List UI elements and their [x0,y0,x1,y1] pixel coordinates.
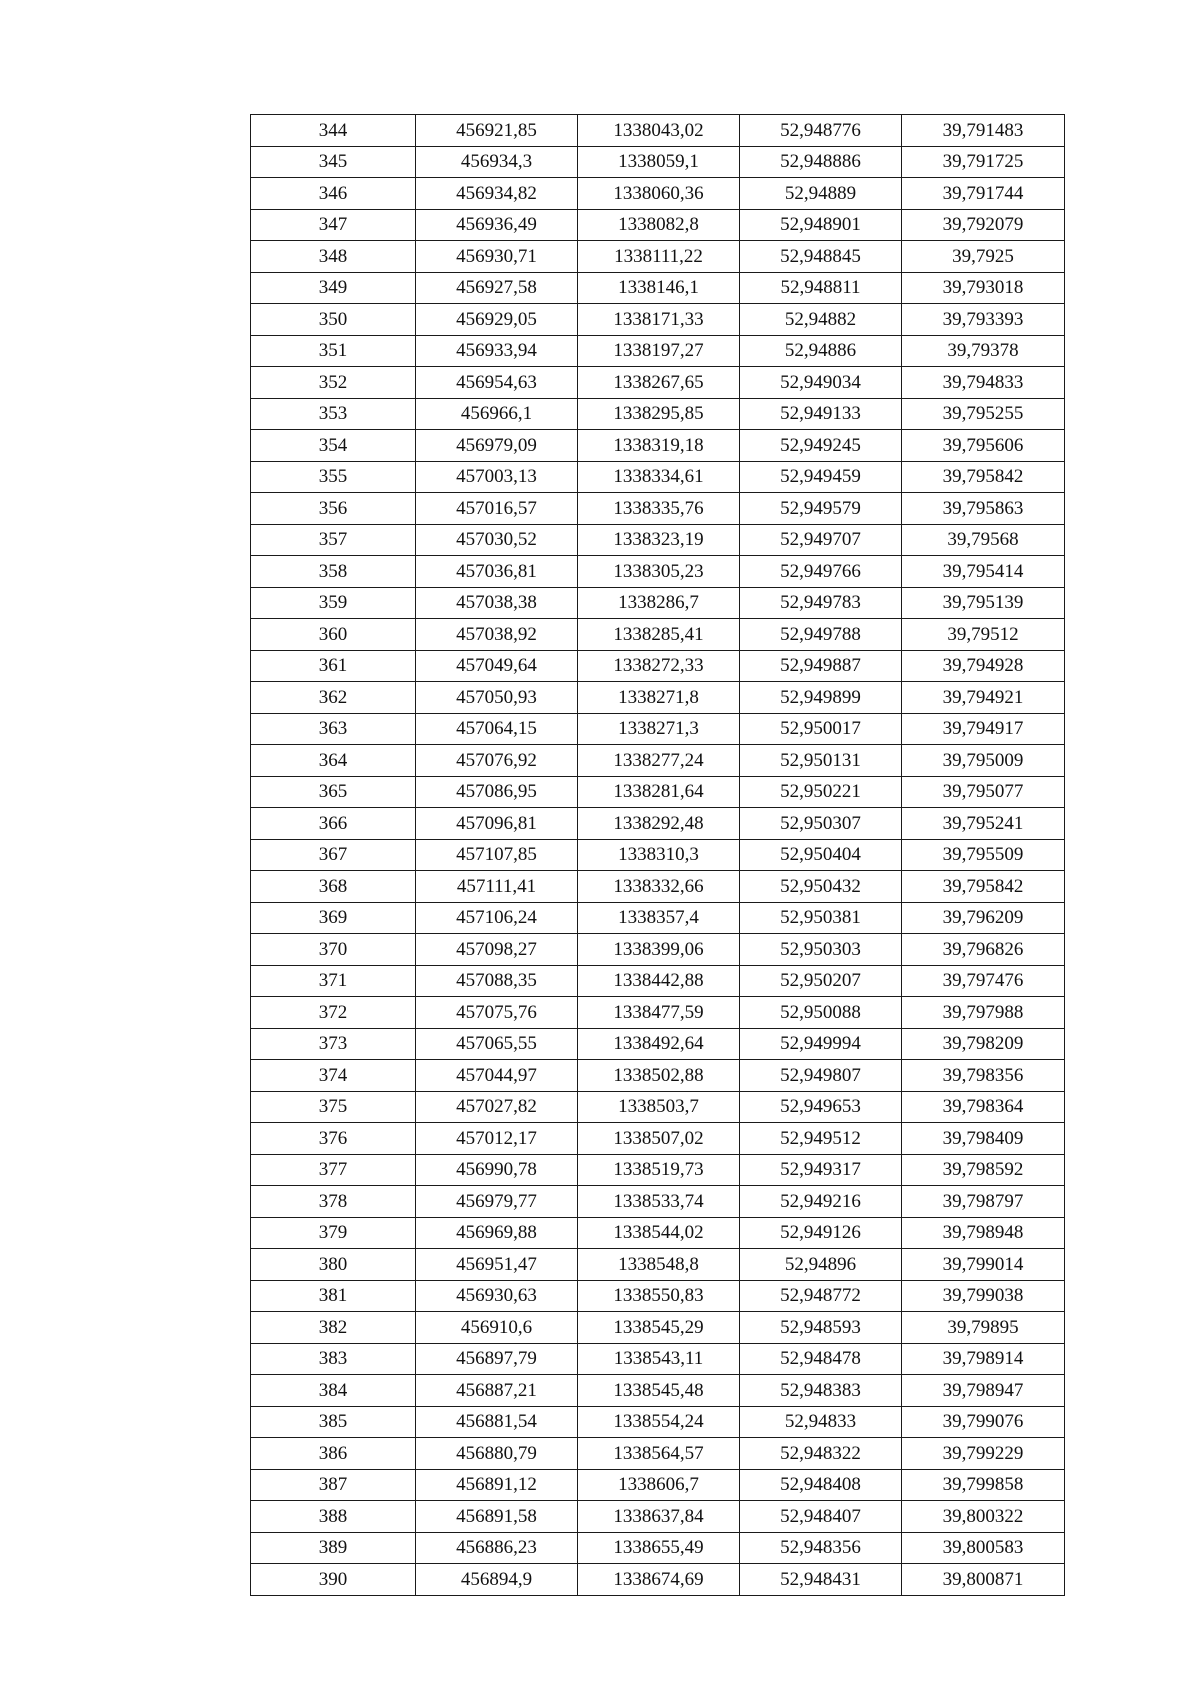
y-coordinate-cell: 1338502,88 [578,1060,740,1092]
y-coordinate-cell: 1338550,83 [578,1280,740,1312]
y-coordinate-cell: 1338507,02 [578,1123,740,1155]
table-row [251,902,1065,934]
x-coordinate-cell: 457036,81 [416,556,578,588]
longitude-cell: 39,799014 [902,1249,1065,1281]
longitude-cell: 39,798914 [902,1343,1065,1375]
x-coordinate-cell: 456934,82 [416,178,578,210]
point-number-cell: 361 [251,650,416,682]
table-row [251,115,1065,147]
latitude-cell: 52,948431 [740,1564,902,1596]
table-row [251,997,1065,1029]
x-coordinate-cell: 456891,58 [416,1501,578,1533]
y-coordinate-cell: 1338323,19 [578,524,740,556]
point-number-cell: 348 [251,241,416,273]
point-number-cell: 371 [251,965,416,997]
longitude-cell: 39,79568 [902,524,1065,556]
y-coordinate-cell: 1338267,65 [578,367,740,399]
latitude-cell: 52,949034 [740,367,902,399]
y-coordinate-cell: 1338295,85 [578,398,740,430]
y-coordinate-cell: 1338335,76 [578,493,740,525]
point-number-cell: 366 [251,808,416,840]
x-coordinate-cell: 457107,85 [416,839,578,871]
latitude-cell: 52,948845 [740,241,902,273]
longitude-cell: 39,796826 [902,934,1065,966]
longitude-cell: 39,794928 [902,650,1065,682]
table-row [251,398,1065,430]
table-row [251,713,1065,745]
x-coordinate-cell: 456897,79 [416,1343,578,1375]
table-row [251,335,1065,367]
longitude-cell: 39,794833 [902,367,1065,399]
longitude-cell: 39,795414 [902,556,1065,588]
table-row [251,619,1065,651]
latitude-cell: 52,94882 [740,304,902,336]
longitude-cell: 39,791725 [902,146,1065,178]
x-coordinate-cell: 457044,97 [416,1060,578,1092]
x-coordinate-cell: 456927,58 [416,272,578,304]
longitude-cell: 39,791483 [902,115,1065,147]
point-number-cell: 375 [251,1091,416,1123]
x-coordinate-cell: 457050,93 [416,682,578,714]
y-coordinate-cell: 1338399,06 [578,934,740,966]
point-number-cell: 364 [251,745,416,777]
y-coordinate-cell: 1338043,02 [578,115,740,147]
latitude-cell: 52,949707 [740,524,902,556]
x-coordinate-cell: 456921,85 [416,115,578,147]
latitude-cell: 52,948593 [740,1312,902,1344]
latitude-cell: 52,948408 [740,1469,902,1501]
table-row [251,1406,1065,1438]
point-number-cell: 344 [251,115,416,147]
longitude-cell: 39,795606 [902,430,1065,462]
x-coordinate-cell: 456887,21 [416,1375,578,1407]
latitude-cell: 52,948383 [740,1375,902,1407]
longitude-cell: 39,799076 [902,1406,1065,1438]
point-number-cell: 370 [251,934,416,966]
longitude-cell: 39,791744 [902,178,1065,210]
longitude-cell: 39,798409 [902,1123,1065,1155]
y-coordinate-cell: 1338271,8 [578,682,740,714]
point-number-cell: 362 [251,682,416,714]
point-number-cell: 357 [251,524,416,556]
table-row [251,1249,1065,1281]
table-row [251,1438,1065,1470]
table-row [251,1312,1065,1344]
point-number-cell: 346 [251,178,416,210]
x-coordinate-cell: 456934,3 [416,146,578,178]
x-coordinate-cell: 457027,82 [416,1091,578,1123]
longitude-cell: 39,800871 [902,1564,1065,1596]
latitude-cell: 52,948776 [740,115,902,147]
longitude-cell: 39,79895 [902,1312,1065,1344]
table-row [251,1343,1065,1375]
y-coordinate-cell: 1338305,23 [578,556,740,588]
table-row [251,1375,1065,1407]
longitude-cell: 39,795255 [902,398,1065,430]
latitude-cell: 52,949126 [740,1217,902,1249]
table-row [251,871,1065,903]
table-row [251,1060,1065,1092]
table-row [251,1280,1065,1312]
latitude-cell: 52,950307 [740,808,902,840]
point-number-cell: 365 [251,776,416,808]
point-number-cell: 383 [251,1343,416,1375]
table-row [251,241,1065,273]
x-coordinate-cell: 457012,17 [416,1123,578,1155]
y-coordinate-cell: 1338442,88 [578,965,740,997]
x-coordinate-cell: 456969,88 [416,1217,578,1249]
table-row [251,776,1065,808]
x-coordinate-cell: 457030,52 [416,524,578,556]
x-coordinate-cell: 457075,76 [416,997,578,1029]
latitude-cell: 52,94886 [740,335,902,367]
latitude-cell: 52,949766 [740,556,902,588]
y-coordinate-cell: 1338281,64 [578,776,740,808]
point-number-cell: 379 [251,1217,416,1249]
y-coordinate-cell: 1338082,8 [578,209,740,241]
point-number-cell: 384 [251,1375,416,1407]
table-row [251,1501,1065,1533]
table-row [251,839,1065,871]
latitude-cell: 52,949653 [740,1091,902,1123]
table-row [251,587,1065,619]
longitude-cell: 39,792079 [902,209,1065,241]
x-coordinate-cell: 457003,13 [416,461,578,493]
y-coordinate-cell: 1338319,18 [578,430,740,462]
latitude-cell: 52,948322 [740,1438,902,1470]
table-row [251,178,1065,210]
y-coordinate-cell: 1338277,24 [578,745,740,777]
latitude-cell: 52,950381 [740,902,902,934]
x-coordinate-cell: 457111,41 [416,871,578,903]
point-number-cell: 355 [251,461,416,493]
point-number-cell: 374 [251,1060,416,1092]
y-coordinate-cell: 1338674,69 [578,1564,740,1596]
longitude-cell: 39,79378 [902,335,1065,367]
longitude-cell: 39,799858 [902,1469,1065,1501]
y-coordinate-cell: 1338334,61 [578,461,740,493]
x-coordinate-cell: 457016,57 [416,493,578,525]
y-coordinate-cell: 1338554,24 [578,1406,740,1438]
point-number-cell: 372 [251,997,416,1029]
x-coordinate-cell: 456966,1 [416,398,578,430]
y-coordinate-cell: 1338146,1 [578,272,740,304]
x-coordinate-cell: 457064,15 [416,713,578,745]
y-coordinate-cell: 1338285,41 [578,619,740,651]
latitude-cell: 52,949512 [740,1123,902,1155]
x-coordinate-cell: 456891,12 [416,1469,578,1501]
x-coordinate-cell: 456951,47 [416,1249,578,1281]
table-row [251,682,1065,714]
point-number-cell: 378 [251,1186,416,1218]
latitude-cell: 52,949807 [740,1060,902,1092]
x-coordinate-cell: 457038,38 [416,587,578,619]
table-row [251,1469,1065,1501]
longitude-cell: 39,798948 [902,1217,1065,1249]
x-coordinate-cell: 456910,6 [416,1312,578,1344]
y-coordinate-cell: 1338292,48 [578,808,740,840]
x-coordinate-cell: 457096,81 [416,808,578,840]
longitude-cell: 39,795241 [902,808,1065,840]
latitude-cell: 52,948356 [740,1532,902,1564]
x-coordinate-cell: 457076,92 [416,745,578,777]
y-coordinate-cell: 1338637,84 [578,1501,740,1533]
table-row [251,650,1065,682]
x-coordinate-cell: 457038,92 [416,619,578,651]
latitude-cell: 52,950131 [740,745,902,777]
longitude-cell: 39,796209 [902,902,1065,934]
y-coordinate-cell: 1338477,59 [578,997,740,1029]
table-row [251,493,1065,525]
table-row [251,524,1065,556]
x-coordinate-cell: 457088,35 [416,965,578,997]
latitude-cell: 52,950303 [740,934,902,966]
point-number-cell: 368 [251,871,416,903]
x-coordinate-cell: 456886,23 [416,1532,578,1564]
coordinates-table-body [251,115,1065,1596]
x-coordinate-cell: 457098,27 [416,934,578,966]
latitude-cell: 52,948886 [740,146,902,178]
point-number-cell: 358 [251,556,416,588]
y-coordinate-cell: 1338286,7 [578,587,740,619]
table-row [251,1154,1065,1186]
y-coordinate-cell: 1338545,29 [578,1312,740,1344]
latitude-cell: 52,949899 [740,682,902,714]
point-number-cell: 367 [251,839,416,871]
table-row [251,1091,1065,1123]
table-row [251,430,1065,462]
point-number-cell: 360 [251,619,416,651]
latitude-cell: 52,94896 [740,1249,902,1281]
longitude-cell: 39,797476 [902,965,1065,997]
y-coordinate-cell: 1338060,36 [578,178,740,210]
point-number-cell: 377 [251,1154,416,1186]
table-row [251,209,1065,241]
point-number-cell: 350 [251,304,416,336]
y-coordinate-cell: 1338059,1 [578,146,740,178]
x-coordinate-cell: 456929,05 [416,304,578,336]
longitude-cell: 39,798356 [902,1060,1065,1092]
latitude-cell: 52,950207 [740,965,902,997]
longitude-cell: 39,800322 [902,1501,1065,1533]
point-number-cell: 356 [251,493,416,525]
point-number-cell: 349 [251,272,416,304]
longitude-cell: 39,795863 [902,493,1065,525]
longitude-cell: 39,800583 [902,1532,1065,1564]
x-coordinate-cell: 456979,77 [416,1186,578,1218]
y-coordinate-cell: 1338171,33 [578,304,740,336]
point-number-cell: 387 [251,1469,416,1501]
y-coordinate-cell: 1338332,66 [578,871,740,903]
x-coordinate-cell: 456954,63 [416,367,578,399]
table-row [251,272,1065,304]
latitude-cell: 52,949317 [740,1154,902,1186]
longitude-cell: 39,795509 [902,839,1065,871]
table-row [251,367,1065,399]
y-coordinate-cell: 1338564,57 [578,1438,740,1470]
x-coordinate-cell: 456979,09 [416,430,578,462]
point-number-cell: 359 [251,587,416,619]
latitude-cell: 52,950404 [740,839,902,871]
latitude-cell: 52,949216 [740,1186,902,1218]
longitude-cell: 39,798797 [902,1186,1065,1218]
x-coordinate-cell: 457065,55 [416,1028,578,1060]
coordinates-table [250,114,1065,1596]
latitude-cell: 52,949788 [740,619,902,651]
point-number-cell: 380 [251,1249,416,1281]
latitude-cell: 52,948811 [740,272,902,304]
table-row [251,1123,1065,1155]
y-coordinate-cell: 1338545,48 [578,1375,740,1407]
x-coordinate-cell: 457086,95 [416,776,578,808]
table-row [251,1564,1065,1596]
longitude-cell: 39,795009 [902,745,1065,777]
longitude-cell: 39,794917 [902,713,1065,745]
y-coordinate-cell: 1338310,3 [578,839,740,871]
x-coordinate-cell: 457106,24 [416,902,578,934]
table-row [251,304,1065,336]
longitude-cell: 39,795077 [902,776,1065,808]
point-number-cell: 385 [251,1406,416,1438]
table-row [251,1028,1065,1060]
latitude-cell: 52,949887 [740,650,902,682]
point-number-cell: 373 [251,1028,416,1060]
y-coordinate-cell: 1338543,11 [578,1343,740,1375]
longitude-cell: 39,798364 [902,1091,1065,1123]
x-coordinate-cell: 456894,9 [416,1564,578,1596]
x-coordinate-cell: 457049,64 [416,650,578,682]
x-coordinate-cell: 456936,49 [416,209,578,241]
point-number-cell: 388 [251,1501,416,1533]
longitude-cell: 39,799038 [902,1280,1065,1312]
table-row [251,1186,1065,1218]
latitude-cell: 52,950221 [740,776,902,808]
y-coordinate-cell: 1338492,64 [578,1028,740,1060]
point-number-cell: 376 [251,1123,416,1155]
longitude-cell: 39,795139 [902,587,1065,619]
latitude-cell: 52,948478 [740,1343,902,1375]
table-row [251,965,1065,997]
point-number-cell: 351 [251,335,416,367]
point-number-cell: 369 [251,902,416,934]
y-coordinate-cell: 1338533,74 [578,1186,740,1218]
longitude-cell: 39,7925 [902,241,1065,273]
x-coordinate-cell: 456881,54 [416,1406,578,1438]
longitude-cell: 39,798947 [902,1375,1065,1407]
table-row [251,461,1065,493]
longitude-cell: 39,79512 [902,619,1065,651]
y-coordinate-cell: 1338606,7 [578,1469,740,1501]
point-number-cell: 381 [251,1280,416,1312]
y-coordinate-cell: 1338357,4 [578,902,740,934]
table-row [251,745,1065,777]
point-number-cell: 386 [251,1438,416,1470]
x-coordinate-cell: 456990,78 [416,1154,578,1186]
point-number-cell: 354 [251,430,416,462]
y-coordinate-cell: 1338111,22 [578,241,740,273]
latitude-cell: 52,949459 [740,461,902,493]
longitude-cell: 39,798209 [902,1028,1065,1060]
table-row [251,146,1065,178]
point-number-cell: 390 [251,1564,416,1596]
y-coordinate-cell: 1338655,49 [578,1532,740,1564]
longitude-cell: 39,794921 [902,682,1065,714]
point-number-cell: 345 [251,146,416,178]
latitude-cell: 52,948407 [740,1501,902,1533]
latitude-cell: 52,950088 [740,997,902,1029]
point-number-cell: 353 [251,398,416,430]
table-row [251,556,1065,588]
longitude-cell: 39,793393 [902,304,1065,336]
point-number-cell: 352 [251,367,416,399]
y-coordinate-cell: 1338548,8 [578,1249,740,1281]
latitude-cell: 52,949579 [740,493,902,525]
x-coordinate-cell: 456930,63 [416,1280,578,1312]
latitude-cell: 52,950432 [740,871,902,903]
y-coordinate-cell: 1338544,02 [578,1217,740,1249]
latitude-cell: 52,948901 [740,209,902,241]
y-coordinate-cell: 1338272,33 [578,650,740,682]
y-coordinate-cell: 1338197,27 [578,335,740,367]
y-coordinate-cell: 1338503,7 [578,1091,740,1123]
table-row [251,1217,1065,1249]
x-coordinate-cell: 456930,71 [416,241,578,273]
table-row [251,808,1065,840]
point-number-cell: 347 [251,209,416,241]
longitude-cell: 39,795842 [902,871,1065,903]
table-row [251,934,1065,966]
y-coordinate-cell: 1338519,73 [578,1154,740,1186]
x-coordinate-cell: 456880,79 [416,1438,578,1470]
longitude-cell: 39,795842 [902,461,1065,493]
longitude-cell: 39,798592 [902,1154,1065,1186]
longitude-cell: 39,799229 [902,1438,1065,1470]
latitude-cell: 52,949133 [740,398,902,430]
x-coordinate-cell: 456933,94 [416,335,578,367]
latitude-cell: 52,950017 [740,713,902,745]
point-number-cell: 389 [251,1532,416,1564]
point-number-cell: 382 [251,1312,416,1344]
latitude-cell: 52,949245 [740,430,902,462]
table-row [251,1532,1065,1564]
longitude-cell: 39,797988 [902,997,1065,1029]
latitude-cell: 52,949783 [740,587,902,619]
latitude-cell: 52,949994 [740,1028,902,1060]
y-coordinate-cell: 1338271,3 [578,713,740,745]
longitude-cell: 39,793018 [902,272,1065,304]
latitude-cell: 52,948772 [740,1280,902,1312]
latitude-cell: 52,94889 [740,178,902,210]
point-number-cell: 363 [251,713,416,745]
latitude-cell: 52,94833 [740,1406,902,1438]
